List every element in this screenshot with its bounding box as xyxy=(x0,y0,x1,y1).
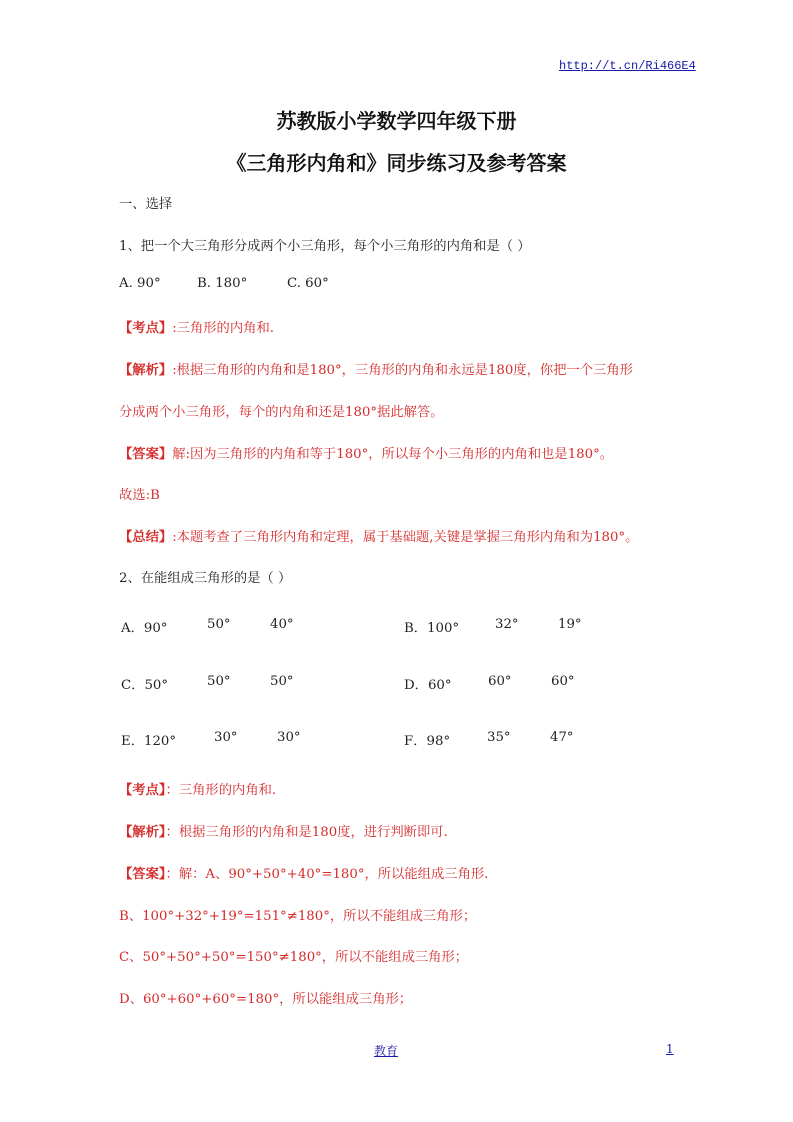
q1-daan xyxy=(119,443,613,462)
q2-answer-line: C、50°+50°+50°=150°≠180°，所以不能组成三角形； xyxy=(119,950,469,965)
q1-daan-tag: 【答案】 xyxy=(119,447,173,462)
q2-daan xyxy=(119,863,488,882)
page-number: 1 xyxy=(666,1042,674,1056)
q2-answer-line: D、60°+60°+60°=180°，所以能组成三角形； xyxy=(119,992,413,1007)
q2-option-v3: 50° xyxy=(270,674,294,689)
q2-option-v3: 19° xyxy=(558,617,582,632)
q2-daan-tag: 【答案】 xyxy=(119,867,166,882)
q2-option-v2: 30° xyxy=(214,730,238,745)
footer-link[interactable]: 教育 xyxy=(374,1044,399,1058)
document-title: 苏教版小学数学四年级下册 xyxy=(276,109,517,133)
q2-kaodian-text: ：三角形的内角和. xyxy=(165,783,277,798)
q2-option-label: C．50° xyxy=(121,678,169,693)
q2-option-label: E．120° xyxy=(121,734,177,749)
q2-option-v3: 60° xyxy=(551,674,575,689)
q1-jiexi xyxy=(119,359,633,378)
q1-zongjie xyxy=(119,526,638,545)
q2-jiexi-text: ：根据三角形的内角和是180度，进行判断即可. xyxy=(165,825,448,840)
q2-option-v2: 50° xyxy=(207,617,231,632)
q1-stem: 1、把一个大三角形分成两个小三角形，每个小三角形的内角和是（ ） xyxy=(119,239,531,254)
q1-kaodian-text: :三角形的内角和. xyxy=(172,321,274,336)
q2-option-label: F．98° xyxy=(404,734,451,749)
q1-guxuan: 故选:B xyxy=(119,488,160,503)
q2-option-label: D．60° xyxy=(404,678,452,693)
q1-kaodian-tag: 【考点】 xyxy=(119,321,173,336)
q1-daan-text: 解:因为三角形的内角和等于180°，所以每个小三角形的内角和也是180°。 xyxy=(172,447,614,462)
q1-zongjie-text: :本题考查了三角形内角和定理，属于基础题,关键是掌握三角形内角和为180°。 xyxy=(172,530,639,545)
q1-option-a: A. 90° xyxy=(119,276,161,291)
header-url-link[interactable]: http://t.cn/Ri466E4 xyxy=(559,59,696,73)
q1-zongjie-tag: 【总结】 xyxy=(119,530,173,545)
q1-kaodian xyxy=(119,317,274,336)
q2-option-v2: 32° xyxy=(495,617,519,632)
q2-option-v3: 47° xyxy=(550,730,574,745)
q2-option-v2: 50° xyxy=(207,674,231,689)
q1-jiexi-tag: 【解析】 xyxy=(119,363,173,378)
q2-daan-text: ：解：A、90°+50°+40°=180°，所以能组成三角形. xyxy=(165,867,489,882)
q2-option-v3: 40° xyxy=(270,617,294,632)
q2-jiexi-tag: 【解析】 xyxy=(119,825,166,840)
q1-option-b: B. 180° xyxy=(197,276,248,291)
q2-option-label: A．90° xyxy=(121,621,168,636)
q2-option-v3: 30° xyxy=(277,730,301,745)
q1-jiexi-text: :根据三角形的内角和是180°，三角形的内角和永远是180度，你把一个三角形 xyxy=(172,363,633,378)
q2-kaodian-tag: 【考点】 xyxy=(119,783,166,798)
q2-jiexi xyxy=(119,821,448,840)
q1-jiexi-cont: 分成两个小三角形，每个的内角和还是180°据此解答。 xyxy=(119,405,444,420)
q2-kaodian xyxy=(119,779,276,798)
document-subtitle: 《三角形内角和》同步练习及参考答案 xyxy=(226,151,567,175)
q2-option-v2: 35° xyxy=(487,730,511,745)
q2-answer-line: B、100°+32°+19°=151°≠180°，所以不能组成三角形； xyxy=(119,909,477,924)
q2-stem: 2、在能组成三角形的是（ ） xyxy=(119,571,292,586)
q2-option-v2: 60° xyxy=(488,674,512,689)
q1-option-c: C. 60° xyxy=(287,276,329,291)
q2-option-label: B．100° xyxy=(404,621,460,636)
section-heading: 一、选择 xyxy=(119,197,173,212)
